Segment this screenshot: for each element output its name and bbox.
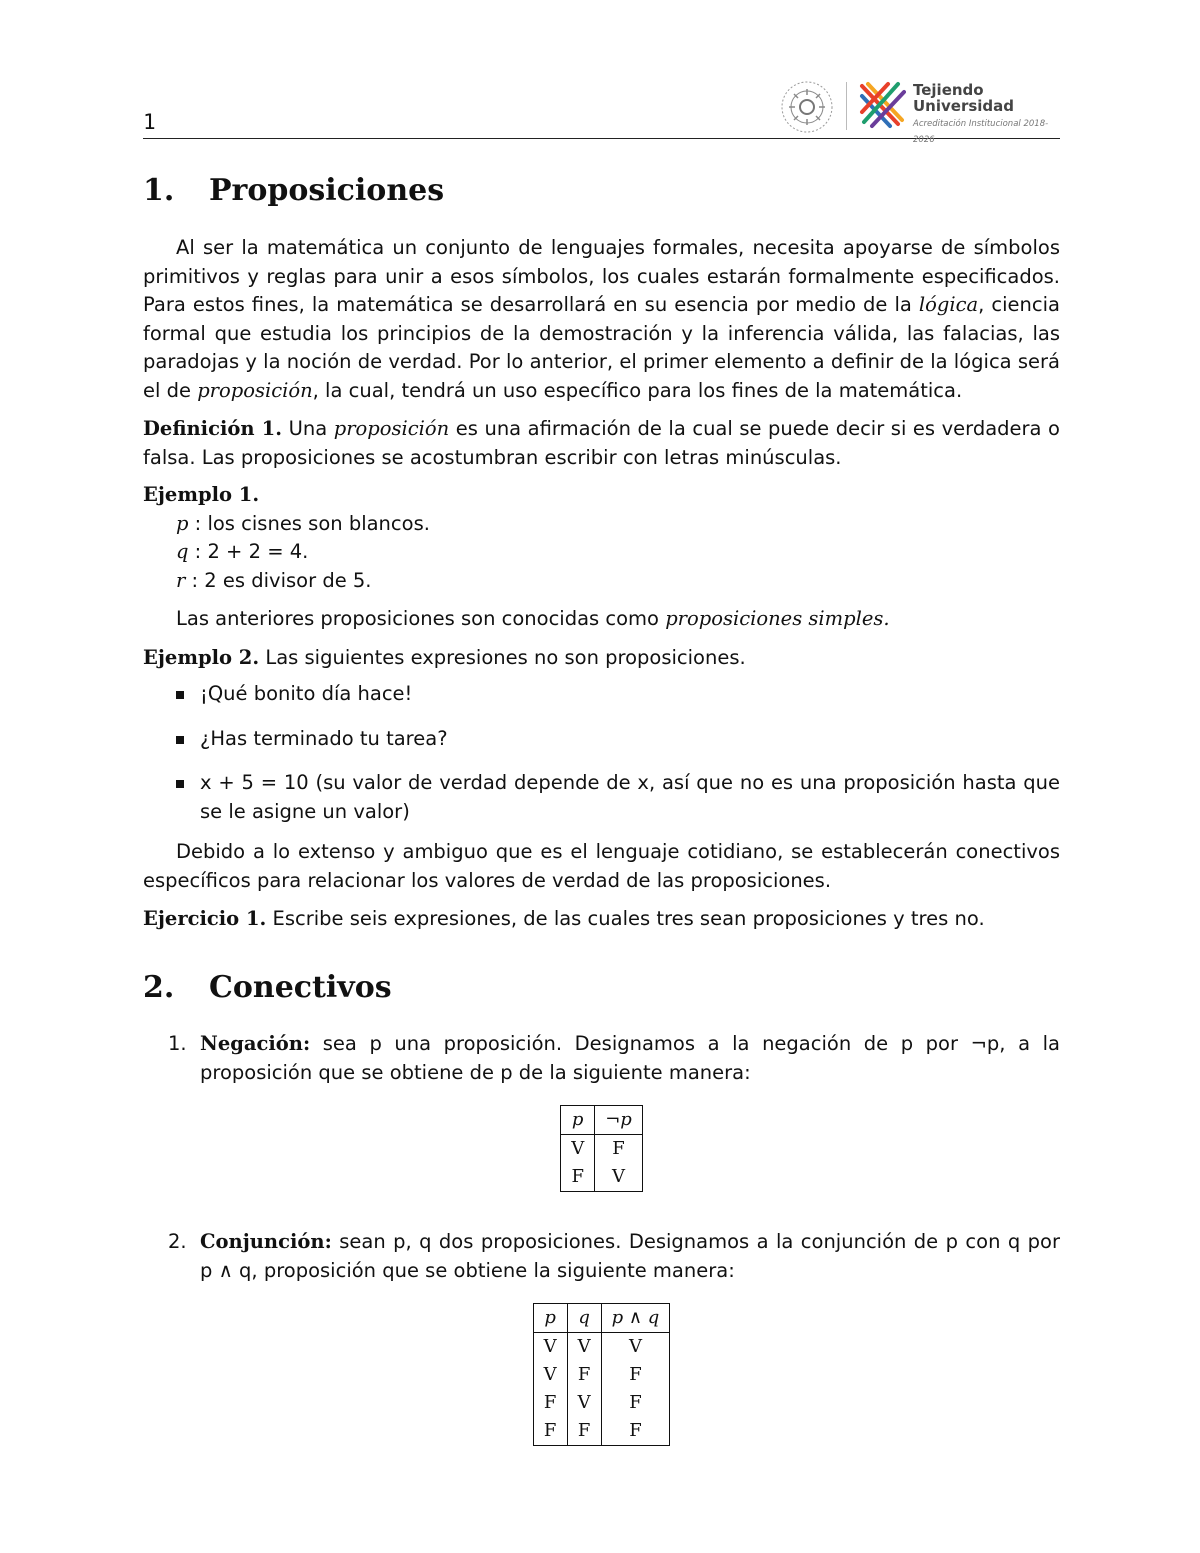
intro-text-2: , ciencia formal que estudia los principios de la demostración y la inferencia válida, las falacias, las paradojas y la noción de verdad. Por lo anterior, el primer elemento a definir de la lógica será el de [143, 293, 1060, 402]
table-cell: F [601, 1417, 670, 1446]
list-item: ¡Qué bonito día hace! [143, 680, 1060, 709]
table-header: p [533, 1304, 567, 1333]
example-var: p [176, 511, 189, 535]
list-item: x + 5 = 10 (su valor de verdad depende de x, así que no es una proposición hasta que se le asigne un valor) [143, 769, 1060, 826]
intro-emphasis-proposicion: proposición [197, 378, 313, 402]
section-1-body [143, 234, 1060, 934]
brand-line1: Tejiendo [913, 81, 984, 99]
example-1-label-line [143, 481, 1060, 510]
example-1-label: Ejemplo 1. [143, 483, 260, 506]
note-emphasis: proposiciones simples. [665, 607, 890, 630]
section-2-heading [143, 970, 392, 1005]
exercise-text: Escribe seis expresiones, de las cuales tres sean proposiciones y tres no. [266, 907, 985, 930]
intro-paragraph [143, 234, 1060, 405]
document-page [143, 0, 1060, 1553]
table-cell: F [567, 1361, 601, 1389]
table-cell: F [567, 1417, 601, 1446]
enum-number: 2. [168, 1230, 187, 1253]
table-cell: V [601, 1333, 670, 1362]
connective-negation [143, 1030, 1060, 1192]
table-header: p [561, 1106, 595, 1135]
negation-table-wrap [143, 1105, 1060, 1192]
example-1-note [143, 605, 1060, 634]
logo-divider [846, 82, 847, 130]
table-header: p ∧ q [601, 1304, 670, 1333]
list-item: ¿Has terminado tu tarea? [143, 725, 1060, 754]
table-cell: F [601, 1389, 670, 1417]
page-header [143, 70, 1060, 145]
section-1-title: Proposiciones [209, 173, 445, 208]
section-2-number: 2. [143, 970, 175, 1005]
conjunction-table-wrap [143, 1303, 1060, 1446]
table-cell: F [533, 1417, 567, 1446]
table-cell: F [601, 1361, 670, 1389]
table-cell: F [595, 1135, 643, 1164]
definition-label: Definición 1. [143, 417, 283, 440]
definition-text-2: es una afirmación de la cual se puede decir si es verdadera o falsa. Las proposiciones se acostumbran escribir con letras minúsculas. [143, 417, 1060, 469]
table-cell: F [561, 1163, 595, 1192]
conjunction-truth-table [533, 1303, 671, 1446]
connective-label: Conjunción: [200, 1230, 332, 1253]
example-1-item [143, 510, 1060, 539]
exercise-1 [143, 905, 1060, 934]
table-cell: V [595, 1163, 643, 1192]
connective-label: Negación: [200, 1032, 311, 1055]
section-1-number: 1. [143, 173, 175, 208]
closing-paragraph: Debido a lo extenso y ambiguo que es el lenguaje cotidiano, se establecerán conectivos específicos para relacionar los valores de verdad de las proposiciones. [143, 840, 1060, 892]
example-2-text: Las siguientes expresiones no son proposiciones. [259, 645, 746, 669]
example-2-list [143, 680, 1060, 826]
university-seal-icon [780, 80, 834, 134]
connectives-list [143, 1030, 1060, 1446]
definition-emphasis: proposición [333, 417, 450, 440]
definition-text-1: Una [282, 417, 334, 440]
example-2-label: Ejemplo 2. [143, 645, 260, 669]
note-text: Las anteriores proposiciones son conocidas como [176, 607, 666, 630]
example-text: : los cisnes son blancos. [188, 511, 430, 535]
table-cell: F [533, 1389, 567, 1417]
table-header: q [567, 1304, 601, 1333]
example-1-list [143, 510, 1060, 596]
intro-emphasis-logica: lógica [918, 293, 979, 316]
exercise-label: Ejercicio 1. [143, 907, 267, 930]
brand-subtitle: Acreditación Institucional 2018-2026 [913, 119, 1049, 145]
intro-text-1: Al ser la matemática un conjunto de lenguajes formales, necesita apoyarse de símbolos primitivos y reglas para unir a esos símbolos, los cuales estarán formalmente especificados. Para estos fines, la matemática se desarrollará en su esencia por medio de la [143, 236, 1060, 316]
connective-text: sea p una proposición. Designamos a la negación de p por ¬p, a la proposición que se obtiene de p de la siguiente manera: [200, 1032, 1060, 1084]
logos [780, 78, 1060, 145]
tejiendo-universidad-logo-icon [858, 80, 906, 130]
connective-text: sean p, q dos proposiciones. Designamos a la conjunción de p con q por p ∧ q, proposición que se obtiene la siguiente manera: [200, 1230, 1060, 1282]
intro-text-3: , la cual, tendrá un uso específico para los fines de la matemática. [312, 378, 963, 402]
negation-truth-table [560, 1105, 643, 1192]
table-cell: V [567, 1389, 601, 1417]
section-2-body [143, 1030, 1060, 1446]
example-text: : 2 es divisor de 5. [185, 568, 372, 592]
section-2-title: Conectivos [209, 970, 392, 1005]
connective-conjunction [143, 1228, 1060, 1446]
example-1-item [143, 567, 1060, 596]
table-cell: V [561, 1135, 595, 1164]
enum-number: 1. [168, 1032, 187, 1055]
brand-text [913, 82, 1060, 148]
page-number: 1 [143, 110, 156, 134]
table-cell: V [533, 1333, 567, 1362]
definition-1 [143, 415, 1060, 472]
example-var: q [176, 540, 189, 563]
example-var: r [176, 568, 186, 592]
section-1-heading [143, 173, 444, 208]
brand-line2: Universidad [913, 97, 1015, 115]
table-cell: V [567, 1333, 601, 1362]
table-header: ¬p [595, 1106, 643, 1135]
example-1-item [143, 538, 1060, 567]
example-text: : 2 + 2 = 4. [188, 540, 309, 563]
table-cell: V [533, 1361, 567, 1389]
example-2 [143, 644, 1060, 673]
